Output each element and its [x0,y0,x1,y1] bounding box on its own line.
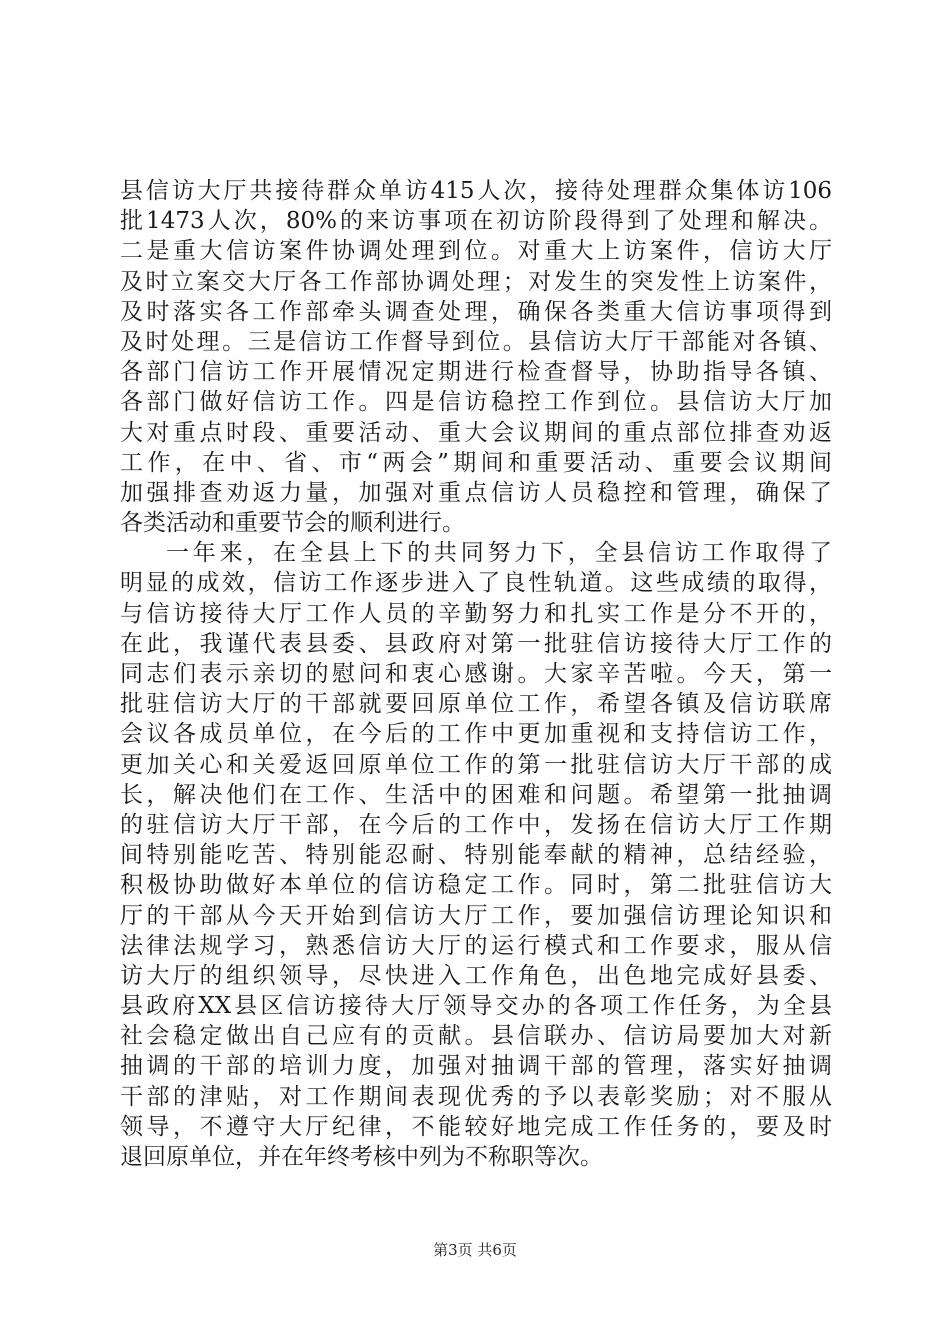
text-line: 领导，不遵守大厅纪律，不能较好地完成工作任务的，要及时 [120,1113,832,1140]
text-line: 批驻信访大厅的干部就要回原单位工作，希望各镇及信访联席 [120,691,832,718]
text-line: 在此，我谨代表县委、县政府对第一批驻信访接待大厅工作的 [120,630,832,657]
text-line: 二是重大信访案件协调处理到位。对重大上访案件，信访大厅 [120,238,832,265]
text-line: 干部的津贴，对工作期间表现优秀的予以表彰奖励；对不服从 [120,1083,832,1110]
text-line: 及时落实各工作部牵头调查处理，确保各类重大信访事项得到 [120,298,832,325]
text-line: 加强排查劝返力量，加强对重点信访人员稳控和管理，确保了 [120,479,832,506]
text-line: 批1473人次，80%的来访事项在初访阶段得到了处理和解决。 [120,208,832,235]
text-line: 大对重点时段、重要活动、重大会议期间的重点部位排查劝返 [120,419,832,446]
text-line: 工作，在中、省、市“两会”期间和重要活动、重要会议期间 [120,449,832,476]
text-line: 各类活动和重要节会的顺利进行。 [120,510,465,537]
text-line: 长，解决他们在工作、生活中的困难和问题。希望第一批抽调 [120,781,832,808]
text-line: 县信访大厅共接待群众单访415人次，接待处理群众集体访106 [120,178,832,204]
text-line: 积极协助做好本单位的信访稳定工作。同时，第二批驻信访大 [120,872,832,899]
text-line: 法律法规学习，熟悉信访大厅的运行模式和工作要求，服从信 [120,932,832,959]
text-line: 县政府XX县区信访接待大厅领导交办的各项工作任务，为全县 [120,993,832,1020]
text-line: 各部门做好信访工作。四是信访稳控工作到位。县信访大厅加 [120,389,832,416]
text-line: 及时立案交大厅各工作部协调处理；对发生的突发性上访案件， [120,268,832,295]
text-line: 访大厅的组织领导，尽快进入工作角色，出色地完成好县委、 [120,962,832,989]
text-line: 间特别能吃苦、特别能忍耐、特别能奉献的精神，总结经验， [120,842,832,869]
text-line: 退回原单位，并在年终考核中列为不称职等次。 [120,1144,603,1170]
page-number-footer: 第3页 共6页 [433,1241,517,1259]
paragraph-start-line: 一年来，在全县上下的共同努力下，全县信访工作取得了 [166,540,832,567]
text-line: 各部门信访工作开展情况定期进行检查督导，协助指导各镇、 [120,359,832,386]
text-line: 更加关心和关爱返回原单位工作的第一批驻信访大厅干部的成 [120,751,832,778]
text-line: 的驻信访大厅干部，在今后的工作中，发扬在信访大厅工作期 [120,811,832,838]
text-line: 明显的成效，信访工作逐步进入了良性轨道。这些成绩的取得， [120,570,832,597]
text-line: 与信访接待大厅工作人员的辛勤努力和扎实工作是分不开的， [120,600,832,627]
text-line: 及时处理。三是信访工作督导到位。县信访大厅干部能对各镇、 [120,328,832,355]
text-line: 抽调的干部的培训力度，加强对抽调干部的管理，落实好抽调 [120,1053,832,1080]
body-text [120,176,832,1172]
text-line: 会议各成员单位，在今后的工作中更加重视和支持信访工作， [120,721,832,748]
text-line: 同志们表示亲切的慰问和衷心感谢。大家辛苦啦。今天，第一 [120,661,832,687]
text-line: 社会稳定做出自己应有的贡献。县信联办、信访局要加大对新 [120,1023,832,1050]
text-line: 厅的干部从今天开始到信访大厅工作，要加强信访理论知识和 [120,902,832,929]
